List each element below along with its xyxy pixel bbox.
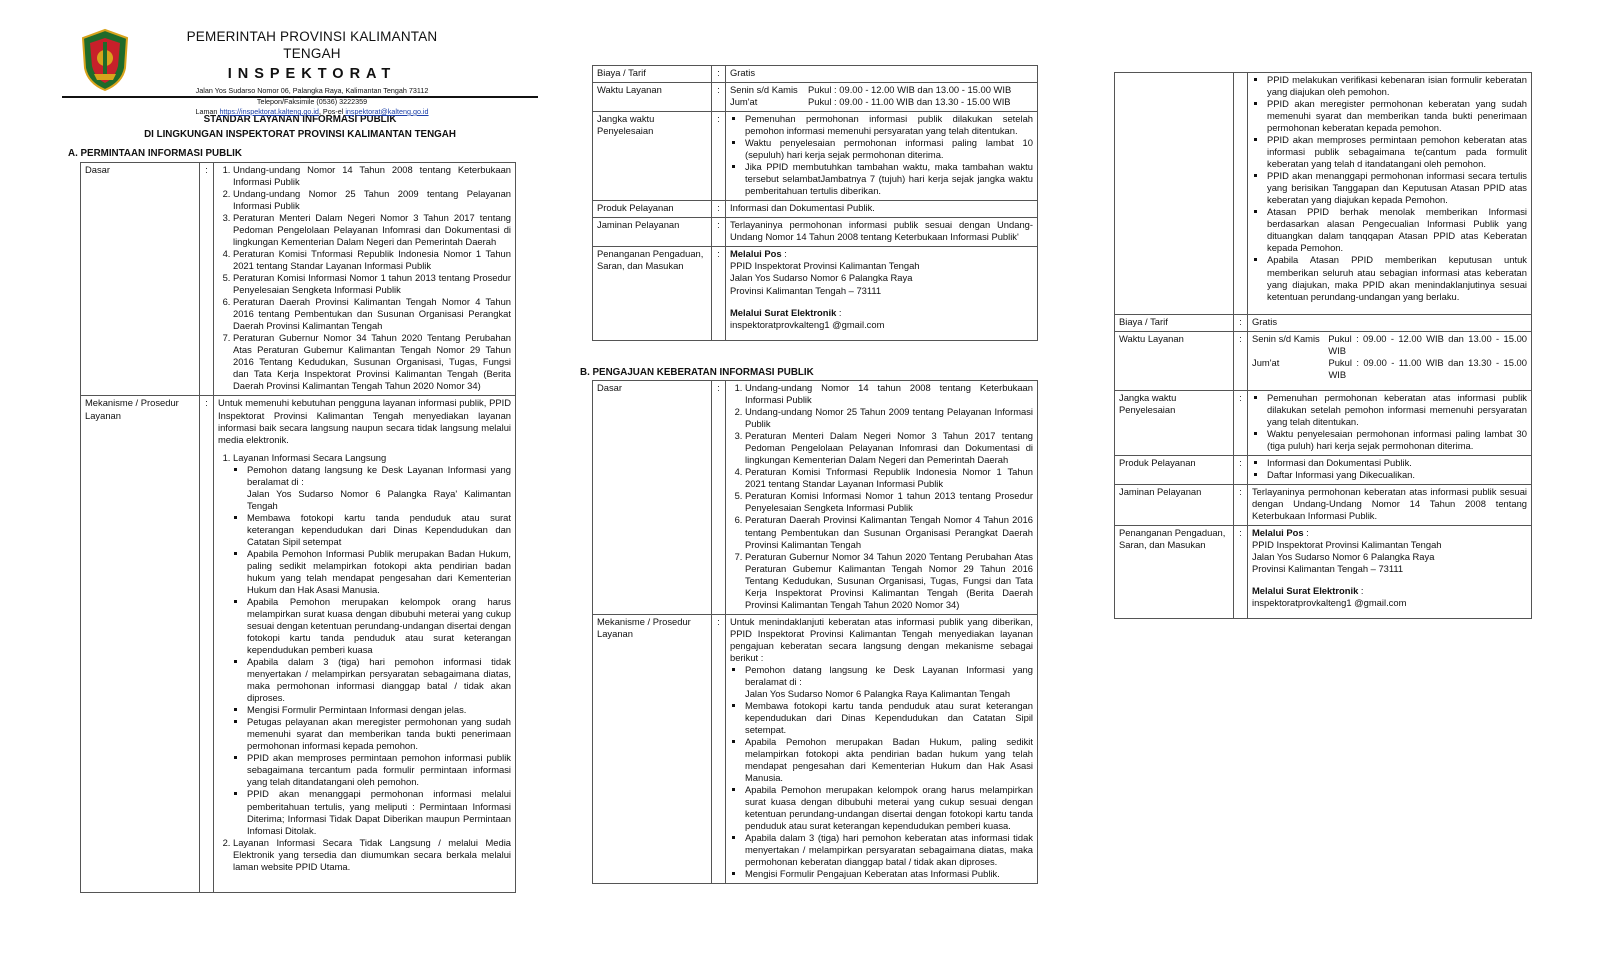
dasar-list: [218, 164, 511, 393]
separator: :: [1234, 331, 1248, 390]
letterhead-rule: [62, 96, 538, 98]
title-line-1: STANDAR LAYANAN INFORMASI PUBLIK: [203, 114, 397, 125]
biaya-value: Gratis: [1248, 314, 1532, 331]
table-row: [1115, 314, 1532, 331]
list-item: ▪ Apabila Pemohon merupakan kelompok orang harus melampirkan surat kuasa dengan dibubuhi meterai yang cukup sesuai dengan ketentuan perundang-undangan disertai dengan fotokopi kartu tanda penduduk atau surat keterangan kependudukan pemberi kuasa.: [745, 784, 1033, 832]
separator: :: [712, 201, 726, 218]
list-item: ▪ Apabila dalam 3 (tiga) hari pemohon informasi tidak menyertakan / melampirkan persyaratan sebagaimana diatas, maka permohonan informasi dianggap batal / tidak akan diproses.: [247, 656, 511, 704]
waktu-time-1: Pukul : 09.00 - 12.00 WIB dan 13.00 - 15.00 WIB: [808, 84, 1012, 96]
pos-line: Provinsi Kalimantan Tengah – 73111: [730, 284, 882, 296]
list-item: ▪ Mengisi Formulir Permintaan Informasi dengan jelas.: [247, 704, 511, 716]
table-row: [593, 201, 1038, 218]
list-item: ▪ Apabila dalam 3 (tiga) hari pemohon keberatan atas informasi tidak menyertakan / melampirkan persyaratan sebagaimana diatas, maka permohonan keberatan dianggap batal / tidak akan diproses.: [745, 832, 1033, 868]
letterhead: [62, 0, 538, 116]
separator: :: [1234, 526, 1248, 619]
desk-address: Jalan Yos Sudarso Nomor 6 Palangka Raya Kalimantan Tengah: [745, 687, 1011, 699]
table-row: [593, 381, 1038, 615]
waktu-label: Waktu Layanan: [593, 83, 712, 112]
waktu-time-2: Pukul : 09.00 - 11.00 WIB dan 13.30 - 15.00 WIB: [808, 96, 1011, 108]
email-title: Melalui Surat Elektronik: [730, 306, 837, 318]
list-item: 4. Peraturan Komisi Tnformasi Republik Indonesia Nomor 1 Tahun 2021 tentang Standar Layanan Informasi Publik: [745, 466, 1033, 490]
page-2: [580, 65, 1038, 884]
mekanisme-list: [218, 452, 511, 873]
list-item: ▪ PPID akan meregister permohonan keberatan yang sudah memenuhi syarat dan memberikan tanda bukti penerimaan permohonan keberatan kepada pemohon.: [1267, 98, 1527, 134]
mekanisme-intro: Untuk memenuhi kebutuhan pengguna layanan informasi publik, PPID Inspektorat Provinsi Kalimantan Tengah menyediakan layanan informasi baik secara langsung naupun secara tidak langsung melalui media elektronik.: [218, 397, 511, 445]
dasar-label: Dasar: [81, 162, 200, 396]
waktu-day-1: Senin s/d Kamis: [1252, 332, 1320, 344]
table-row: [593, 66, 1038, 83]
list-item: ▪ Pemenuhan permohonan informasi publik dilakukan setelah pemohon informasi memenuhi persyaratan yang telah ditentukan.: [745, 113, 1033, 137]
dasar-label: Dasar: [593, 381, 712, 615]
list-item: 3. Peraturan Menteri Dalam Negeri Nomor 3 Tahun 2017 tentang Pedoman Pengelolaan Pelayanan Infomrasi dan Dokumentasi di lingkungan Kementerian Dalam Negeri dan Pemerintah Daerah: [745, 430, 1033, 466]
pos-title: Melalui Pos: [1252, 527, 1304, 539]
separator: :: [712, 614, 726, 884]
list-item: 2. Undang-undang Nomor 25 Tahun 2009 tentang Pelayanan Informasi Publik: [745, 406, 1033, 430]
waktu-label: Waktu Layanan: [1115, 331, 1234, 390]
pos-line: PPID Inspektorat Provinsi Kalimantan Tengah: [730, 260, 920, 272]
contact-email: inspektoratprovkalteng1 @gmail.com: [730, 318, 885, 330]
separator: :: [712, 247, 726, 340]
langsung-list: [233, 464, 511, 837]
province-emblem-icon: [80, 28, 130, 92]
separator: :: [1234, 484, 1248, 525]
list-item: ▪ Apabila Pemohon merupakan Badan Hukum, paling sedikit melampirkan fotokopi akta pendirian badan hukum yang telah mendapat pengesahan dari Kementerian Hukum dan Hak Asasi Manusia.: [745, 736, 1033, 784]
page-3: [1114, 72, 1532, 619]
title-line-2: DI LINGKUNGAN INSPEKTORAT PROVINSI KALIMANTAN TENGAH: [144, 129, 456, 141]
list-item: ▪ Petugas pelayanan akan meregister permohonan yang sudah memenuhi syarat dan memberikan tanda bukti penerimaan permohonan informasi kepada pemohon.: [247, 716, 511, 752]
list-item: 4. Peraturan Komisi Tnformasi Republik Indonesia Nomor 1 Tahun 2021 tentang Standar Layanan Informasi Publik: [233, 248, 511, 272]
list-item: ▪ Daftar Informasi yang Dikecualikan.: [1267, 469, 1527, 481]
list-item: ▪ PPID akan menanggapi permohonan informasi secara tertulis yang berisikan Tanggapan dan Keputusan Atasan PPID atas keberatan yang diajukan kepada Pemohon.: [1267, 170, 1527, 206]
table-row: [1115, 455, 1532, 484]
website-link[interactable]: https://inspektorat.kalteng.go.id: [219, 106, 319, 116]
pos-el-label: , Pos-el: [318, 106, 344, 116]
list-item: [233, 452, 511, 837]
list-item: 1. Undang-undang Nomor 14 Tahun 2008 tentang Keterbukaan Informasi Publik: [233, 164, 511, 188]
jangka-label: Jangka waktu Penyelesaian: [593, 112, 712, 201]
jaminan-label: Jaminan Pelayanan: [1115, 484, 1234, 525]
separator: :: [200, 162, 214, 396]
mekanisme-label: Mekanisme / Prosedur Layanan: [81, 396, 200, 892]
list-item: ▪ Apabila Pemohon Informasi Publik merupakan Badan Hukum, paling sedikit melampirkan fotokopi akta pendirian badan hukum yang telah mendapat pengesahan dari Kementerian Hukum dan Hak Asasi Manusia.: [247, 548, 511, 596]
list-item: [745, 664, 1033, 700]
biaya-label: Biaya / Tarif: [1115, 314, 1234, 331]
list-item: ▪ Atasan PPID berhak menolak memberikan Informasi berdasarkan alasan Pengecualian Informasi Publik yang dituangkan dalam tanqqapan Atasan PPID atas Keberatan kepada Pemohon.: [1267, 206, 1527, 254]
penanganan-label: Penanganan Pengaduan, Saran, dan Masukan: [593, 247, 712, 340]
separator: :: [712, 66, 726, 83]
laman-label: Laman: [195, 106, 218, 116]
separator-empty: [1234, 73, 1248, 315]
produk-value: Informasi dan Dokumentasi Publik.: [726, 201, 1038, 218]
section-a-cont-table: [592, 65, 1038, 341]
list-item-text: Pemohon datang langsung ke Desk Layanan Informasi yang beralamat di :: [247, 463, 511, 487]
jangka-list: [730, 113, 1033, 197]
list-item: 1. Undang-undang Nomor 14 tahun 2008 tentang Keterbukaan Informasi Publik: [745, 382, 1033, 406]
table-row: [593, 218, 1038, 247]
list-item-text: Pemohon datang langsung ke Desk Layanan Informasi yang beralamat di :: [745, 663, 1033, 687]
continuation-label: [1115, 73, 1234, 315]
separator: :: [200, 396, 214, 892]
list-item: ▪ Jika PPID membutuhkan tambahan waktu, maka tambahan waktu tersebut selambatJambatnya 7 (tujuh) hari kerja sejak jangka waktu pemberitahuan tertulis diberikan.: [745, 161, 1033, 197]
produk-label: Produk Pelayanan: [593, 201, 712, 218]
list-item: ▪ Waktu penyelesaian permohonan informasi paling lambat 30 (tiga puluh) hari kerja sejak permohonan diterima.: [1267, 428, 1527, 452]
dasar-list: [730, 382, 1033, 611]
list-item: ▪ Membawa fotokopi kartu tanda penduduk atau surat keterangan kependudukan dari Dinas Kependudukan dan Catatan Sipil setempat.: [745, 700, 1033, 736]
agency-phone: Telepon/Faksimile (0536) 3222359: [256, 96, 368, 106]
list-item: 5. Peraturan Komisi Informasi Nomor 1 tahun 2013 tentang Prosedur Penyelesaian Sengketa Informasi Publik: [233, 272, 511, 296]
separator: :: [712, 218, 726, 247]
government-name: PEMERINTAH PROVINSI KALIMANTAN TENGAH: [186, 29, 438, 62]
jangka-label: Jangka waktu Penyelesaian: [1115, 390, 1234, 455]
table-row: [593, 83, 1038, 112]
mekanisme-list: [730, 664, 1033, 881]
list-item: 5. Peraturan Komisi Informasi Nomor 1 tahun 2013 tentang Prosedur Penyelesaian Sengketa Informasi Publik: [745, 490, 1033, 514]
list-item: 6. Peraturan Daerah Provinsi Kalimantan Tengah Nomor 4 Tahun 2016 tentang Pembentukan dan Susunan Organisasi Perangkat Daerah Provinsi Kalimantan Tengah: [745, 514, 1033, 550]
separator: :: [712, 83, 726, 112]
table-row: [1115, 484, 1532, 525]
table-row: Penanganan Pengaduan, Saran, dan Masukan : Melalui Pos : PPID Inspektorat Provinsi Kalimantan Tengah Jalan Yos Sudarso Nomor 6 Palangka Raya Provinsi Kalimantan Tengah – 73111 Melalui Surat Elektronik : inspektoratprovkalteng1 @gmail.com: [1115, 526, 1532, 619]
waktu-time-2: Pukul : 09.00 - 11.00 WIB dan 13.30 - 15.00 WIB: [1328, 356, 1527, 380]
biaya-label: Biaya / Tarif: [593, 66, 712, 83]
list-item: ▪ PPID akan memproses permintaan pemohon keberatan atas informasi publik sebagaimana te(cantum pada formulit keberatan yang telah d itandatangani oleh pemohon.: [1267, 134, 1527, 170]
jangka-list: [1252, 392, 1527, 452]
list-item: 3. Peraturan Menteri Dalam Negeri Nomor 3 Tahun 2017 tentang Pedoman Pengelolaan Pelayanan Infomrasi dan Dokumentasi di lingkungan Kementerian Dalam Negeri dan Pemerintah Daerah: [233, 212, 511, 248]
table-row: [593, 112, 1038, 201]
biaya-value: Gratis: [726, 66, 1038, 83]
agency-address: Jalan Yos Sudarso Nomor 06, Palangka Raya, Kalimantan Tengah 73112: [195, 86, 429, 96]
section-a-table: [80, 162, 516, 893]
pos-line: Jalan Yos Sudarso Nomor 6 Palangka Raya: [730, 272, 913, 284]
table-row: [593, 614, 1038, 884]
jaminan-value: Terlayaninya permohonan informasi publik sesuai dengan Undang-Undang Nomor 14 Tahun 2008 tentang Keterbukaan Informasi Publik': [726, 218, 1038, 247]
list-item: ▪ PPID melakukan verifikasi kebenaran isian formulir keberatan yang diajukan oleh pemohon.: [1267, 74, 1527, 98]
table-row: [81, 396, 516, 892]
separator: :: [712, 112, 726, 201]
list-item: ▪ Waktu penyelesaian permohonan informasi paling lambat 10 (sepuluh) hari kerja sejak permohonan diterima.: [745, 137, 1033, 161]
contact-email: inspektoratprovkalteng1 @gmail.com: [1252, 597, 1407, 609]
waktu-day-1: Senin s/d Kamis: [730, 84, 798, 96]
table-row: [1115, 73, 1532, 315]
list-item: ▪ Apabila Atasan PPID memberikan keputusan untuk memberikan seluruh atau sebagian informasi atas keberatan yang diajukan, maka PPID akan menindaklanjutinya sesuai ketentuan perundang-undangan yang berlaku.: [1267, 254, 1527, 302]
list-item: [247, 464, 511, 512]
list-item: ▪ Membawa fotokopi kartu tanda penduduk atau surat keterangan kependudukan dari Dinas Kependudukan dan Catatan Sipil setempat: [247, 512, 511, 548]
separator: :: [1234, 455, 1248, 484]
mekanisme-intro: Untuk menindaklanjuti keberatan atas informasi publik yang diberikan, PPID Inspektorat Provinsi Kalimantan Tengah menyediakan layanan pengajuan keberatan secara langsung dengan mekanisme sebagai berikut :: [730, 615, 1033, 663]
separator: :: [1234, 314, 1248, 331]
pos-line: PPID Inspektorat Provinsi Kalimantan Tengah: [1252, 539, 1442, 551]
email-link[interactable]: inspektorat@kalteng.go.id: [345, 106, 429, 116]
jaminan-value: Terlayaninya permohonan keberatan atas informasi publik sesuai dengan Undang-Undang Nomor 14 Tahun 2008 tentang Keterbukaan Informasi Publik.: [1248, 484, 1532, 525]
list-item: ▪ PPID akan menanggapi permohonan informasi melalui pemberitahuan tertulis, yang meliputi : Permintaan Informasi Diterima; Informasi Tidak Dapat Diberikan maupun Permintaan Infomasi Ditolak.: [247, 788, 511, 836]
email-title: Melalui Surat Elektronik: [1252, 585, 1359, 597]
penanganan-label: Penanganan Pengaduan, Saran, dan Masukan: [1115, 526, 1234, 619]
list-item: 7. Peraturan Gubernur Nomor 34 Tahun 2020 Tentang Perubahan Atas Peraturan Gubemur Kalimantan Tengah Nomor 29 Tahun 2016 Tentang Kedudukan, Susunan Organisasi, Tugas, Fungsi dan Tata Kerja Inspektorat Provinsi Kalimantan Tengah (Berita Daerah Provinsi Kalimantan Tengah Tahun 2020 Nomor 34): [233, 332, 511, 392]
pos-title: Melalui Pos: [730, 248, 782, 260]
langsung-title: Layanan Informasi Secara Langsung: [233, 451, 387, 463]
section-b-cont-table: [1114, 72, 1532, 619]
list-item: ▪ Mengisi Formulir Pengajuan Keberatan atas Informasi Publik.: [745, 868, 1033, 880]
section-b-table: [592, 380, 1038, 884]
separator: :: [1234, 390, 1248, 455]
table-row: [81, 162, 516, 396]
list-item: 2. Layanan Informasi Secara Tidak Langsung / melalui Media Elektronik yang tersedia dan diumumkan secara berkala melalui laman website PPID Utama.: [233, 837, 511, 873]
agency-name: INSPEKTORAT: [227, 65, 397, 82]
pos-line: Jalan Yos Sudarso Nomor 6 Palangka Raya: [1252, 551, 1435, 563]
list-item: 2. Undang-undang Nomor 25 Tahun 2009 tentang Pelayanan Informasi Publik: [233, 188, 511, 212]
list-item: 6. Peraturan Daerah Provinsi Kalimantan Tengah Nomor 4 Tahun 2016 tentang Pembentukan dan Susunan Organisasi Perangkat Daerah Provinsi Kalimantan Tengah: [233, 296, 511, 332]
produk-list: [1252, 457, 1527, 481]
list-item: ▪ PPID akan memproses permintaan pemohon informasi publik sebagaimana tercantum pada formulir permintaan informasi yang telah ditandatangani oleh pemohon.: [247, 752, 511, 788]
waktu-day-2: Jum'at: [730, 96, 758, 108]
list-item: ▪ Informasi dan Dokumentasi Publik.: [1267, 457, 1527, 469]
produk-label: Produk Pelayanan: [1115, 455, 1234, 484]
section-a-title: A. PERMINTAAN INFORMASI PUBLIK: [68, 148, 242, 160]
waktu-time-1: Pukul : 09.00 - 12.00 WIB dan 13.00 - 15.00 WIB: [1328, 332, 1527, 356]
jaminan-label: Jaminan Pelayanan: [593, 218, 712, 247]
waktu-day-2: Jum'at: [1252, 356, 1280, 368]
section-b-title: B. PENGAJUAN KEBERATAN INFORMASI PUBLIK: [580, 366, 814, 378]
list-item: 7. Peraturan Gubernur Nomor 34 Tahun 2020 Tentang Perubahan Atas Peraturan Gubemur Kalimantan Tengah Nomor 29 Tahun 2016 Tentang Kedudukan, Susunan Organisasi, Tugas, Fungsi dan Tata Kerja Inspektorat Provinsi Kalimantan Tengah (Berita Daerah Provinsi Kalimantan Tengah Tahun 2020 Nomor 34): [745, 551, 1033, 611]
table-row: [1115, 331, 1532, 390]
mekanisme-label: Mekanisme / Prosedur Layanan: [593, 614, 712, 884]
desk-address: Jalan Yos Sudarso Nomor 6 Palangka Raya' Kalimantan Tengah: [247, 487, 511, 511]
mekanisme-cont-list: [1252, 74, 1527, 303]
separator: :: [712, 381, 726, 615]
table-row: [1115, 390, 1532, 455]
page-1: [62, 0, 538, 893]
list-item: ▪ Pemenuhan permohonan keberatan atas informasi publik dilakukan setelah pemohon informasi memenuhi persyaratan yang telah ditentukan.: [1267, 392, 1527, 428]
table-row: Penanganan Pengaduan, Saran, dan Masukan : Melalui Pos : PPID Inspektorat Provinsi Kalimantan Tengah Jalan Yos Sudarso Nomor 6 Palangka Raya Provinsi Kalimantan Tengah – 73111 Melalui Surat Elektronik : inspektoratprovkalteng1 @gmail.com: [593, 247, 1038, 340]
pos-line: Provinsi Kalimantan Tengah – 73111: [1252, 563, 1404, 575]
list-item: ▪ Apabila Pemohon merupakan kelompok orang harus melampirkan surat kuasa dengan dibubuhi meterai yang cukup sesuai dengan ketentuan perundang-undangan disertai dengan fotokopi kartu tanda penduduk atau surat keterangan kependudukan pemberi kuasa: [247, 596, 511, 656]
